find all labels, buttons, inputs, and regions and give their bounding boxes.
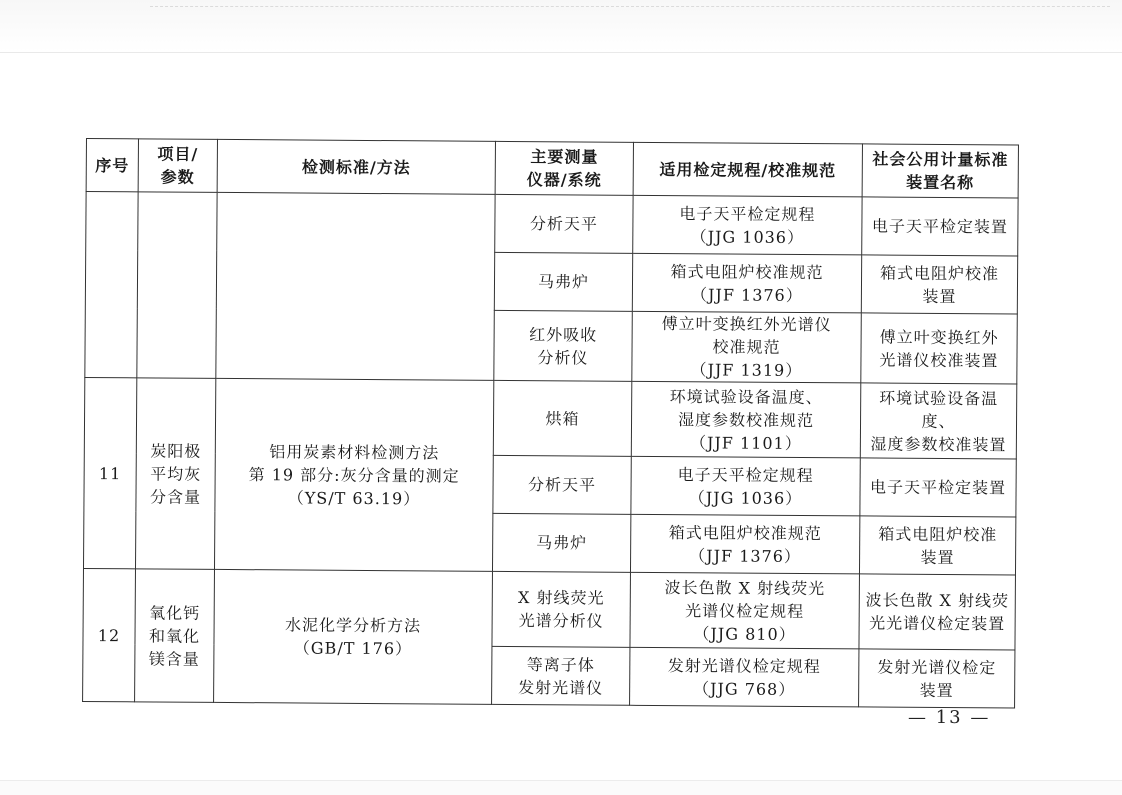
header-regulation: 适用检定规程/校准规范: [633, 142, 862, 197]
method-cell: 水泥化学分析方法 （GB/T 176）: [214, 569, 493, 704]
scanned-page-bottom-edge: [0, 780, 1122, 795]
instrument-cell: 红外吸收 分析仪: [494, 310, 632, 381]
regulation-cell: 电子天平检定规程 （JJG 1036）: [631, 456, 860, 516]
regulation-cell: 电子天平检定规程 （JJG 1036）: [633, 195, 862, 255]
regulation-cell: 环境试验设备温度、 湿度参数校准规范 （JJF 1101）: [631, 381, 861, 458]
method-cell: 铝用炭素材料检测方法 第 19 部分:灰分含量的测定 （YS/T 63.19）: [214, 378, 493, 571]
regulation-cell: 波长色散 X 射线荧光 光谱仪检定规程 （JJG 810）: [630, 572, 860, 649]
instrument-cell: 马弗炉: [492, 513, 630, 572]
device-cell: 发射光谱仪检定 装置: [859, 649, 1015, 708]
scan-residue-line: [150, 6, 1110, 11]
item-cell: 氧化钙 和氧化 镁含量: [135, 569, 215, 703]
table-row: [83, 568, 1016, 650]
device-cell: 电子天平检定装置: [860, 458, 1016, 517]
instrument-cell: X 射线荧光 光谱分析仪: [492, 571, 631, 647]
regulation-cell: 箱式电阻炉校准规范 （JJF 1376）: [632, 253, 861, 313]
page-number: — 13 —: [908, 707, 991, 728]
header-seq: 序号: [86, 139, 138, 192]
device-cell: 箱式电阻炉校准 装置: [859, 516, 1015, 575]
device-cell: 波长色散 X 射线荧 光光谱仪检定装置: [859, 574, 1016, 650]
regulation-cell: 傅立叶变换红外光谱仪 校准规范 （JJF 1319）: [632, 311, 861, 383]
instrument-cell: 分析天平: [493, 455, 631, 514]
device-cell: 环境试验设备温度、 湿度参数校准装置: [860, 383, 1017, 459]
regulation-cell: 发射光谱仪检定规程 （JJG 768）: [630, 647, 859, 707]
scanned-page-top-edge: [0, 0, 1122, 53]
item-cell: 炭阳极 平均灰 分含量: [135, 378, 215, 570]
metrology-standards-table: [82, 138, 1019, 708]
table-header-row: [86, 139, 1018, 199]
item-cell: [137, 192, 217, 379]
table-row: [84, 377, 1017, 459]
device-cell: 箱式电阻炉校准 装置: [861, 255, 1017, 314]
header-item: 项目/ 参数: [138, 139, 217, 193]
instrument-cell: 马弗炉: [494, 252, 632, 311]
seq-cell: 11: [83, 377, 136, 568]
device-cell: 傅立叶变换红外 光谱仪校准装置: [861, 313, 1017, 384]
header-device: 社会公用计量标准 装置名称: [862, 144, 1018, 198]
seq-cell: [85, 192, 138, 378]
seq-cell: 12: [83, 568, 136, 701]
instrument-cell: 分析天平: [495, 194, 633, 253]
header-instrument: 主要测量 仪器/系统: [495, 141, 633, 195]
header-method: 检测标准/方法: [217, 139, 495, 194]
method-cell: [216, 192, 495, 380]
regulation-cell: 箱式电阻炉校准规范 （JJF 1376）: [630, 514, 859, 574]
instrument-cell: 烘箱: [493, 380, 632, 456]
device-cell: 电子天平检定装置: [862, 197, 1018, 256]
instrument-cell: 等离子体 发射光谱仪: [492, 646, 630, 705]
document-sheet: [82, 138, 1018, 708]
table-row: [86, 192, 1018, 257]
